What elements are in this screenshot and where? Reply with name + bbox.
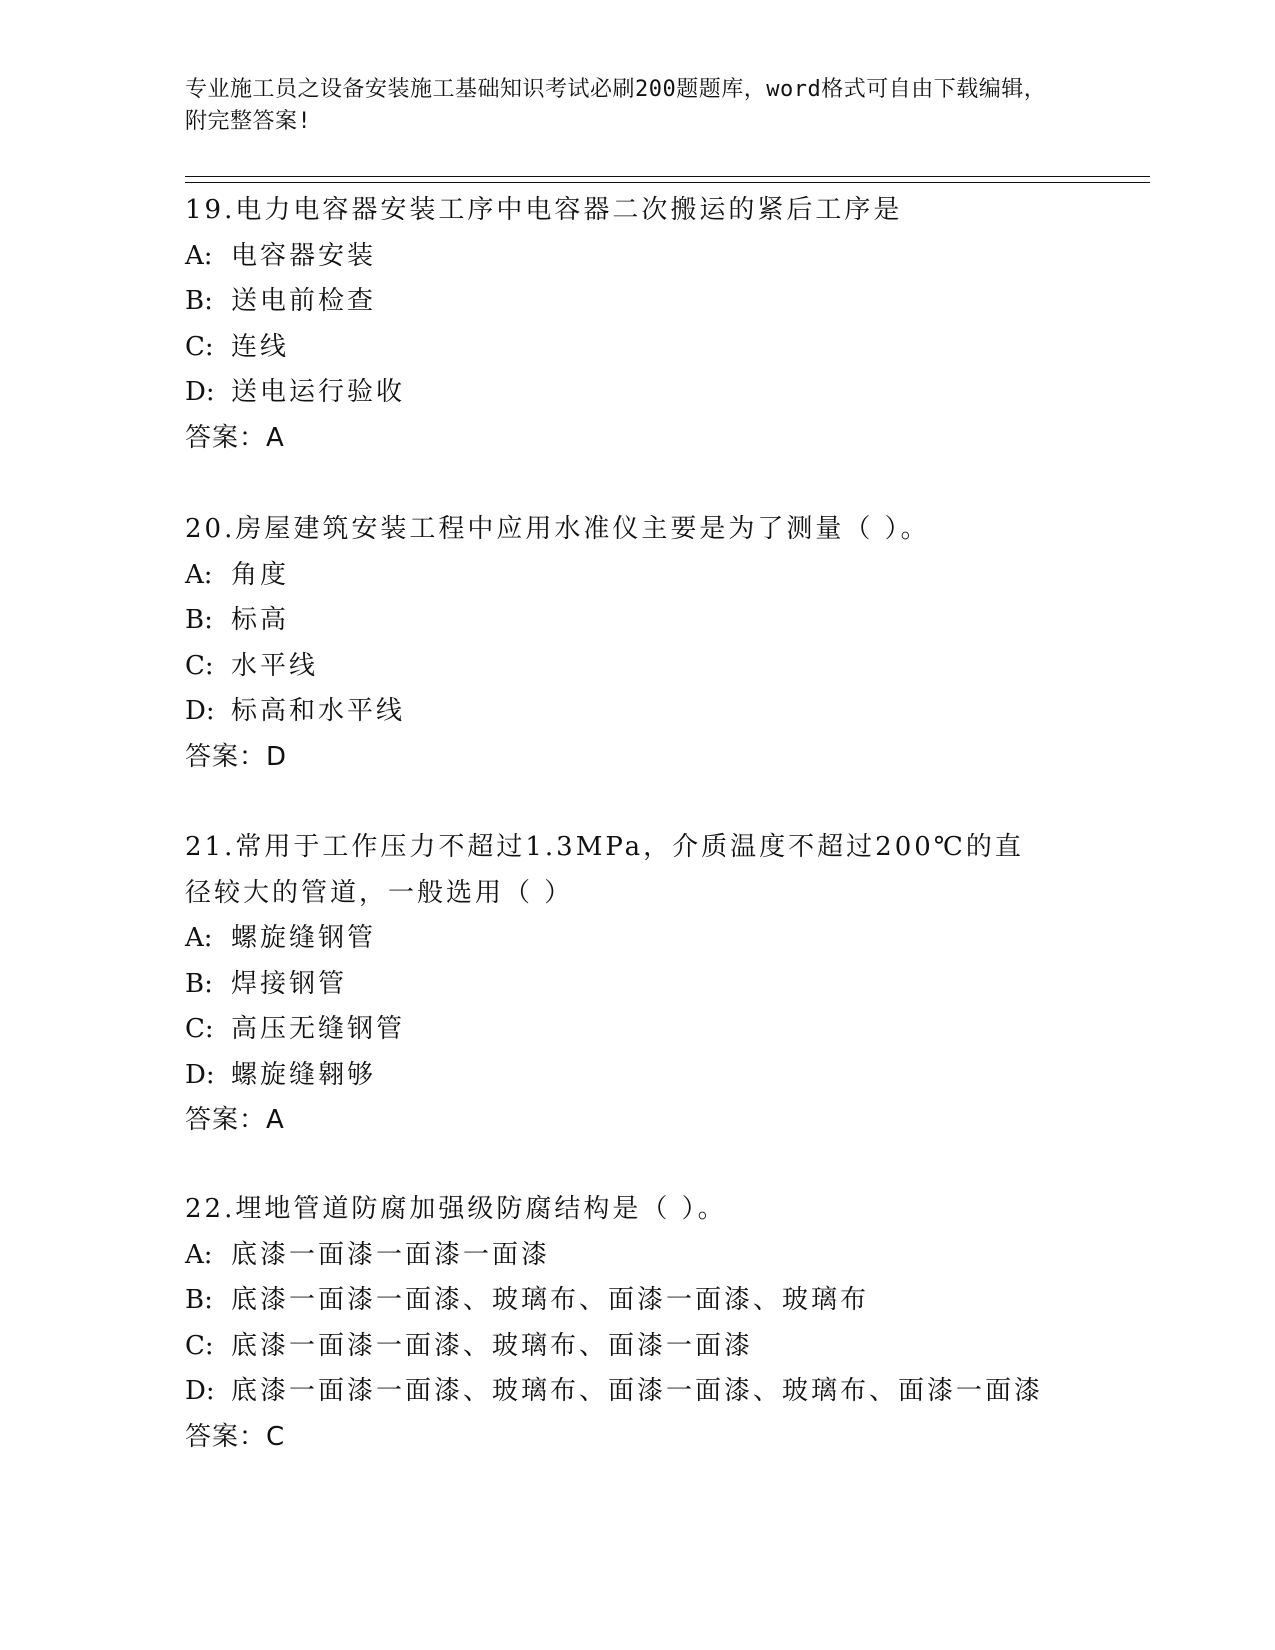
document-header: 专业施工员之设备安装施工基础知识考试必刷200题题库，word格式可自由下载编辑，附完整答案! bbox=[185, 77, 1047, 134]
option-key: C: bbox=[185, 1330, 214, 1361]
answer-line: 答案：D bbox=[185, 741, 288, 772]
question-stem: 21.常用于工作压力不超过1.3MPa，介质温度不超过200℃的直径较大的管道，一般选用（ ） bbox=[185, 832, 1024, 908]
option-key: A: bbox=[185, 240, 213, 271]
option-key: D: bbox=[185, 377, 215, 407]
option-d bbox=[185, 1369, 1085, 1415]
option-text: 高压无缝钢管 bbox=[231, 1014, 406, 1044]
option-key: D: bbox=[185, 1059, 215, 1090]
option-d bbox=[185, 370, 1085, 416]
option-key: B: bbox=[185, 605, 213, 635]
option-text: 底漆一面漆一面漆、玻璃布、面漆一面漆、玻璃布 bbox=[231, 1285, 870, 1315]
option-d bbox=[185, 1053, 1085, 1099]
option-a bbox=[185, 916, 1085, 962]
option-c bbox=[185, 1324, 1085, 1370]
option-key: B: bbox=[185, 1285, 213, 1315]
question-21 bbox=[185, 825, 1085, 1144]
option-a bbox=[185, 553, 1085, 599]
option-text: 焊接钢管 bbox=[231, 968, 348, 999]
option-c bbox=[185, 644, 1085, 690]
option-text: 螺旋缝翱够 bbox=[231, 1059, 377, 1090]
question-22 bbox=[185, 1187, 1085, 1460]
option-key: B: bbox=[185, 286, 213, 316]
option-text: 螺旋缝钢管 bbox=[231, 923, 377, 953]
option-text: 水平线 bbox=[231, 650, 319, 681]
answer-line: 答案：C bbox=[185, 1421, 286, 1452]
option-text: 电容器安装 bbox=[231, 240, 377, 271]
option-key: C: bbox=[185, 331, 214, 362]
option-a bbox=[185, 234, 1085, 280]
option-key: A: bbox=[185, 923, 213, 953]
option-key: C: bbox=[185, 650, 214, 681]
option-text: 连线 bbox=[231, 331, 290, 362]
answer-line: 答案：A bbox=[185, 1105, 285, 1135]
answer-line: 答案：A bbox=[185, 422, 285, 453]
option-text: 送电前检查 bbox=[231, 286, 377, 316]
option-b bbox=[185, 1278, 1085, 1324]
option-b bbox=[185, 598, 1085, 644]
question-20 bbox=[185, 507, 1085, 780]
header-rule-top bbox=[185, 176, 1150, 177]
option-text: 底漆一面漆一面漆、玻璃布、面漆一面漆 bbox=[231, 1330, 754, 1361]
option-key: B: bbox=[185, 968, 213, 999]
question-19 bbox=[185, 188, 1085, 461]
option-key: C: bbox=[185, 1014, 214, 1044]
option-key: A: bbox=[185, 559, 213, 590]
question-stem: 22.埋地管道防腐加强级防腐结构是（ ）。 bbox=[185, 1194, 727, 1224]
question-stem: 20.房屋建筑安装工程中应用水准仪主要是为了测量（ ）。 bbox=[185, 514, 930, 544]
header-rule-bottom bbox=[185, 182, 1150, 183]
option-text: 角度 bbox=[231, 559, 290, 590]
option-a bbox=[185, 1233, 1085, 1279]
option-c bbox=[185, 1007, 1085, 1053]
option-key: A: bbox=[185, 1239, 213, 1270]
option-b bbox=[185, 962, 1085, 1008]
option-c bbox=[185, 325, 1085, 371]
option-text: 标高 bbox=[231, 605, 290, 635]
option-key: D: bbox=[185, 1376, 215, 1406]
option-b bbox=[185, 279, 1085, 325]
question-stem: 19.电力电容器安装工序中电容器二次搬运的紧后工序是 bbox=[185, 195, 903, 225]
option-d bbox=[185, 689, 1085, 735]
option-text: 送电运行验收 bbox=[231, 377, 406, 407]
option-text: 标高和水平线 bbox=[231, 696, 406, 726]
option-text: 底漆一面漆一面漆、玻璃布、面漆一面漆、玻璃布、面漆一面漆 bbox=[231, 1376, 1044, 1406]
option-key: D: bbox=[185, 696, 215, 726]
option-text: 底漆一面漆一面漆一面漆 bbox=[231, 1239, 551, 1270]
